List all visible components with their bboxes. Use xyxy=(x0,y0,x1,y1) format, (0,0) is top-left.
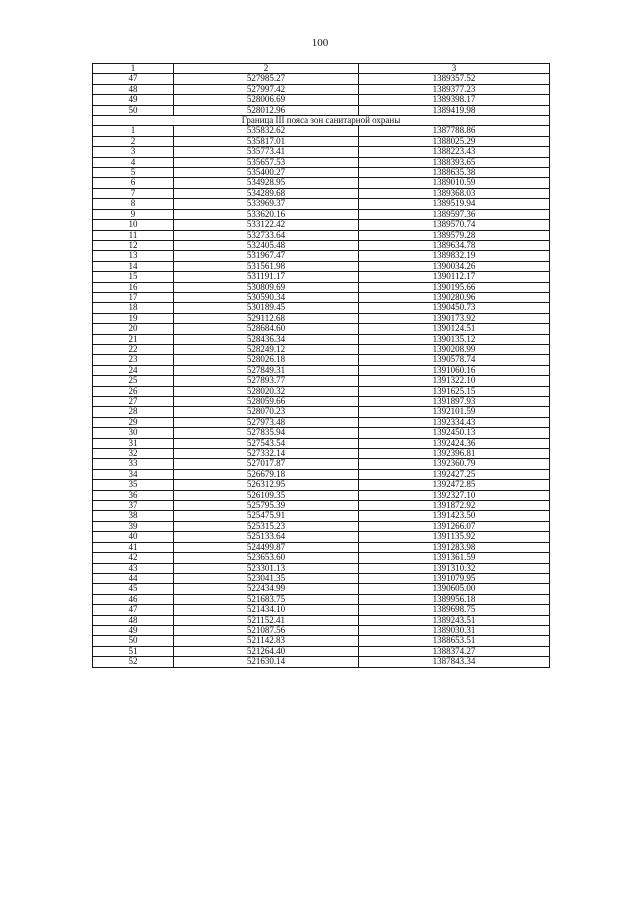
y-coordinate-cell: 1389832.19 xyxy=(359,251,550,261)
point-number-cell: 7 xyxy=(93,188,174,198)
x-coordinate-cell: 533122.42 xyxy=(174,220,359,230)
y-coordinate-cell: 1392396.81 xyxy=(359,449,550,459)
table-row xyxy=(93,355,550,365)
table-row xyxy=(93,74,550,84)
y-coordinate-cell: 1391625.15 xyxy=(359,386,550,396)
x-coordinate-cell: 527973.48 xyxy=(174,417,359,427)
point-number-cell: 42 xyxy=(93,553,174,563)
x-coordinate-cell: 527849.31 xyxy=(174,365,359,375)
table-row xyxy=(93,178,550,188)
x-coordinate-cell: 530809.69 xyxy=(174,282,359,292)
point-number-cell: 29 xyxy=(93,417,174,427)
y-coordinate-cell: 1392427.25 xyxy=(359,469,550,479)
table-row xyxy=(93,407,550,417)
table-row xyxy=(93,147,550,157)
y-coordinate-cell: 1391423.50 xyxy=(359,511,550,521)
table-row xyxy=(93,605,550,615)
x-coordinate-cell: 523041.35 xyxy=(174,573,359,583)
header-cell: 1 xyxy=(93,64,174,74)
x-coordinate-cell: 535773.41 xyxy=(174,147,359,157)
point-number-cell: 11 xyxy=(93,230,174,240)
table-row xyxy=(93,126,550,136)
table-row xyxy=(93,459,550,469)
x-coordinate-cell: 531191.17 xyxy=(174,272,359,282)
y-coordinate-cell: 1391079.95 xyxy=(359,573,550,583)
y-coordinate-cell: 1389368.03 xyxy=(359,188,550,198)
x-coordinate-cell: 521630.14 xyxy=(174,657,359,667)
point-number-cell: 13 xyxy=(93,251,174,261)
table-row xyxy=(93,615,550,625)
table-row xyxy=(93,220,550,230)
x-coordinate-cell: 526109.35 xyxy=(174,490,359,500)
y-coordinate-cell: 1390173.92 xyxy=(359,313,550,323)
section-title-row xyxy=(93,116,550,126)
table-row xyxy=(93,511,550,521)
table-row xyxy=(93,282,550,292)
point-number-cell: 21 xyxy=(93,334,174,344)
x-coordinate-cell: 535400.27 xyxy=(174,168,359,178)
point-number-cell: 44 xyxy=(93,573,174,583)
point-number-cell: 50 xyxy=(93,636,174,646)
x-coordinate-cell: 534289.68 xyxy=(174,188,359,198)
x-coordinate-cell: 531561.98 xyxy=(174,261,359,271)
point-number-cell: 26 xyxy=(93,386,174,396)
y-coordinate-cell: 1389398.17 xyxy=(359,95,550,105)
table-row xyxy=(93,334,550,344)
x-coordinate-cell: 535817.01 xyxy=(174,136,359,146)
y-coordinate-cell: 1389357.52 xyxy=(359,74,550,84)
table-row xyxy=(93,657,550,667)
table-row xyxy=(93,188,550,198)
table-row xyxy=(93,501,550,511)
x-coordinate-cell: 521264.40 xyxy=(174,646,359,656)
table-row xyxy=(93,240,550,250)
y-coordinate-cell: 1391310.32 xyxy=(359,563,550,573)
table-row xyxy=(93,386,550,396)
point-number-cell: 32 xyxy=(93,449,174,459)
x-coordinate-cell: 528006.69 xyxy=(174,95,359,105)
table-row xyxy=(93,428,550,438)
table-row xyxy=(93,84,550,94)
table-row xyxy=(93,230,550,240)
table-row xyxy=(93,646,550,656)
y-coordinate-cell: 1390208.99 xyxy=(359,344,550,354)
x-coordinate-cell: 530590.34 xyxy=(174,292,359,302)
y-coordinate-cell: 1389010.59 xyxy=(359,178,550,188)
x-coordinate-cell: 521434.10 xyxy=(174,605,359,615)
y-coordinate-cell: 1387788.86 xyxy=(359,126,550,136)
y-coordinate-cell: 1389377.23 xyxy=(359,84,550,94)
x-coordinate-cell: 522434.99 xyxy=(174,584,359,594)
x-coordinate-cell: 533620.16 xyxy=(174,209,359,219)
y-coordinate-cell: 1391872.92 xyxy=(359,501,550,511)
y-coordinate-cell: 1392360.79 xyxy=(359,459,550,469)
point-number-cell: 40 xyxy=(93,532,174,542)
table-row xyxy=(93,313,550,323)
point-number-cell: 4 xyxy=(93,157,174,167)
point-number-cell: 52 xyxy=(93,657,174,667)
y-coordinate-cell: 1391897.93 xyxy=(359,397,550,407)
x-coordinate-cell: 525795.39 xyxy=(174,501,359,511)
table-row xyxy=(93,636,550,646)
y-coordinate-cell: 1391060.16 xyxy=(359,365,550,375)
y-coordinate-cell: 1389419.98 xyxy=(359,105,550,115)
point-number-cell: 46 xyxy=(93,594,174,604)
x-coordinate-cell: 525315.23 xyxy=(174,521,359,531)
point-number-cell: 25 xyxy=(93,376,174,386)
point-number-cell: 47 xyxy=(93,74,174,84)
x-coordinate-cell: 535657.53 xyxy=(174,157,359,167)
table-row xyxy=(93,553,550,563)
y-coordinate-cell: 1392101.59 xyxy=(359,407,550,417)
table-row xyxy=(93,584,550,594)
point-number-cell: 41 xyxy=(93,542,174,552)
y-coordinate-cell: 1389579.28 xyxy=(359,230,550,240)
point-number-cell: 34 xyxy=(93,469,174,479)
y-coordinate-cell: 1389597.36 xyxy=(359,209,550,219)
y-coordinate-cell: 1389698.75 xyxy=(359,605,550,615)
y-coordinate-cell: 1390578.74 xyxy=(359,355,550,365)
x-coordinate-cell: 532405.48 xyxy=(174,240,359,250)
point-number-cell: 6 xyxy=(93,178,174,188)
y-coordinate-cell: 1389570.74 xyxy=(359,220,550,230)
page-number: 100 xyxy=(311,37,329,49)
table-row xyxy=(93,324,550,334)
y-coordinate-cell: 1388635.38 xyxy=(359,168,550,178)
y-coordinate-cell: 1387843.34 xyxy=(359,657,550,667)
point-number-cell: 45 xyxy=(93,584,174,594)
y-coordinate-cell: 1392327.10 xyxy=(359,490,550,500)
point-number-cell: 50 xyxy=(93,105,174,115)
point-number-cell: 9 xyxy=(93,209,174,219)
x-coordinate-cell: 532733.64 xyxy=(174,230,359,240)
point-number-cell: 48 xyxy=(93,615,174,625)
table-row xyxy=(93,469,550,479)
x-coordinate-cell: 521152.41 xyxy=(174,615,359,625)
table-row xyxy=(93,365,550,375)
table-header-row xyxy=(93,64,550,74)
point-number-cell: 17 xyxy=(93,292,174,302)
y-coordinate-cell: 1388653.51 xyxy=(359,636,550,646)
y-coordinate-cell: 1391135.92 xyxy=(359,532,550,542)
y-coordinate-cell: 1391266.07 xyxy=(359,521,550,531)
point-number-cell: 35 xyxy=(93,480,174,490)
y-coordinate-cell: 1392450.13 xyxy=(359,428,550,438)
y-coordinate-cell: 1390112.17 xyxy=(359,272,550,282)
table-row xyxy=(93,251,550,261)
x-coordinate-cell: 533969.37 xyxy=(174,199,359,209)
x-coordinate-cell: 527543.54 xyxy=(174,438,359,448)
point-number-cell: 38 xyxy=(93,511,174,521)
y-coordinate-cell: 1388223.43 xyxy=(359,147,550,157)
point-number-cell: 5 xyxy=(93,168,174,178)
y-coordinate-cell: 1390135.12 xyxy=(359,334,550,344)
x-coordinate-cell: 528684.60 xyxy=(174,324,359,334)
y-coordinate-cell: 1391361.59 xyxy=(359,553,550,563)
table-row xyxy=(93,532,550,542)
x-coordinate-cell: 528436.34 xyxy=(174,334,359,344)
x-coordinate-cell: 521142.83 xyxy=(174,636,359,646)
y-coordinate-cell: 1391283.98 xyxy=(359,542,550,552)
x-coordinate-cell: 535832.62 xyxy=(174,126,359,136)
point-number-cell: 2 xyxy=(93,136,174,146)
table-row xyxy=(93,209,550,219)
y-coordinate-cell: 1388393.65 xyxy=(359,157,550,167)
point-number-cell: 27 xyxy=(93,397,174,407)
point-number-cell: 1 xyxy=(93,126,174,136)
x-coordinate-cell: 525475.91 xyxy=(174,511,359,521)
x-coordinate-cell: 527997.42 xyxy=(174,84,359,94)
point-number-cell: 24 xyxy=(93,365,174,375)
y-coordinate-cell: 1390450.73 xyxy=(359,303,550,313)
section-title: Граница III пояса зон санитарной охраны xyxy=(93,116,550,126)
y-coordinate-cell: 1390605.00 xyxy=(359,584,550,594)
point-number-cell: 36 xyxy=(93,490,174,500)
point-number-cell: 12 xyxy=(93,240,174,250)
point-number-cell: 23 xyxy=(93,355,174,365)
x-coordinate-cell: 530189.45 xyxy=(174,303,359,313)
point-number-cell: 20 xyxy=(93,324,174,334)
point-number-cell: 18 xyxy=(93,303,174,313)
table-row xyxy=(93,261,550,271)
table-row xyxy=(93,105,550,115)
x-coordinate-cell: 531967.47 xyxy=(174,251,359,261)
y-coordinate-cell: 1390034.26 xyxy=(359,261,550,271)
point-number-cell: 10 xyxy=(93,220,174,230)
point-number-cell: 16 xyxy=(93,282,174,292)
x-coordinate-cell: 527985.27 xyxy=(174,74,359,84)
x-coordinate-cell: 524499.87 xyxy=(174,542,359,552)
point-number-cell: 15 xyxy=(93,272,174,282)
y-coordinate-cell: 1390195.66 xyxy=(359,282,550,292)
y-coordinate-cell: 1391322.10 xyxy=(359,376,550,386)
point-number-cell: 8 xyxy=(93,199,174,209)
y-coordinate-cell: 1389243.51 xyxy=(359,615,550,625)
x-coordinate-cell: 527835.94 xyxy=(174,428,359,438)
point-number-cell: 30 xyxy=(93,428,174,438)
table-row xyxy=(93,199,550,209)
y-coordinate-cell: 1389956.18 xyxy=(359,594,550,604)
point-number-cell: 51 xyxy=(93,646,174,656)
table-row xyxy=(93,542,550,552)
x-coordinate-cell: 521087.56 xyxy=(174,625,359,635)
x-coordinate-cell: 523653.60 xyxy=(174,553,359,563)
x-coordinate-cell: 529112.68 xyxy=(174,313,359,323)
y-coordinate-cell: 1389519.94 xyxy=(359,199,550,209)
table-row xyxy=(93,136,550,146)
y-coordinate-cell: 1392424.36 xyxy=(359,438,550,448)
point-number-cell: 3 xyxy=(93,147,174,157)
point-number-cell: 49 xyxy=(93,625,174,635)
x-coordinate-cell: 528059.66 xyxy=(174,397,359,407)
point-number-cell: 31 xyxy=(93,438,174,448)
x-coordinate-cell: 528012.96 xyxy=(174,105,359,115)
y-coordinate-cell: 1389030.31 xyxy=(359,625,550,635)
table-row xyxy=(93,625,550,635)
coordinates-table xyxy=(92,63,550,668)
x-coordinate-cell: 527017.87 xyxy=(174,459,359,469)
x-coordinate-cell: 527332.14 xyxy=(174,449,359,459)
table-row xyxy=(93,168,550,178)
table-row xyxy=(93,303,550,313)
header-cell: 3 xyxy=(359,64,550,74)
table-row xyxy=(93,157,550,167)
y-coordinate-cell: 1392334.43 xyxy=(359,417,550,427)
table-row xyxy=(93,438,550,448)
table-row xyxy=(93,594,550,604)
point-number-cell: 33 xyxy=(93,459,174,469)
point-number-cell: 48 xyxy=(93,84,174,94)
x-coordinate-cell: 523301.13 xyxy=(174,563,359,573)
y-coordinate-cell: 1392472.85 xyxy=(359,480,550,490)
header-cell: 2 xyxy=(174,64,359,74)
x-coordinate-cell: 526312.95 xyxy=(174,480,359,490)
x-coordinate-cell: 528249.12 xyxy=(174,344,359,354)
table-row xyxy=(93,563,550,573)
y-coordinate-cell: 1390124.51 xyxy=(359,324,550,334)
x-coordinate-cell: 521683.75 xyxy=(174,594,359,604)
x-coordinate-cell: 526679.18 xyxy=(174,469,359,479)
table-row xyxy=(93,449,550,459)
table-row xyxy=(93,480,550,490)
point-number-cell: 47 xyxy=(93,605,174,615)
table-row xyxy=(93,490,550,500)
table-row xyxy=(93,521,550,531)
table-row xyxy=(93,417,550,427)
table-row xyxy=(93,292,550,302)
point-number-cell: 22 xyxy=(93,344,174,354)
point-number-cell: 28 xyxy=(93,407,174,417)
x-coordinate-cell: 534928.95 xyxy=(174,178,359,188)
x-coordinate-cell: 525133.64 xyxy=(174,532,359,542)
x-coordinate-cell: 528070.23 xyxy=(174,407,359,417)
y-coordinate-cell: 1388025.29 xyxy=(359,136,550,146)
y-coordinate-cell: 1389634.78 xyxy=(359,240,550,250)
table-row xyxy=(93,95,550,105)
table-row xyxy=(93,573,550,583)
point-number-cell: 14 xyxy=(93,261,174,271)
table-row xyxy=(93,272,550,282)
x-coordinate-cell: 527893.77 xyxy=(174,376,359,386)
x-coordinate-cell: 528020.32 xyxy=(174,386,359,396)
point-number-cell: 39 xyxy=(93,521,174,531)
point-number-cell: 43 xyxy=(93,563,174,573)
point-number-cell: 49 xyxy=(93,95,174,105)
point-number-cell: 19 xyxy=(93,313,174,323)
table-row xyxy=(93,376,550,386)
point-number-cell: 37 xyxy=(93,501,174,511)
y-coordinate-cell: 1390280.96 xyxy=(359,292,550,302)
y-coordinate-cell: 1388374.27 xyxy=(359,646,550,656)
table-row xyxy=(93,344,550,354)
table-row xyxy=(93,397,550,407)
x-coordinate-cell: 528026.18 xyxy=(174,355,359,365)
